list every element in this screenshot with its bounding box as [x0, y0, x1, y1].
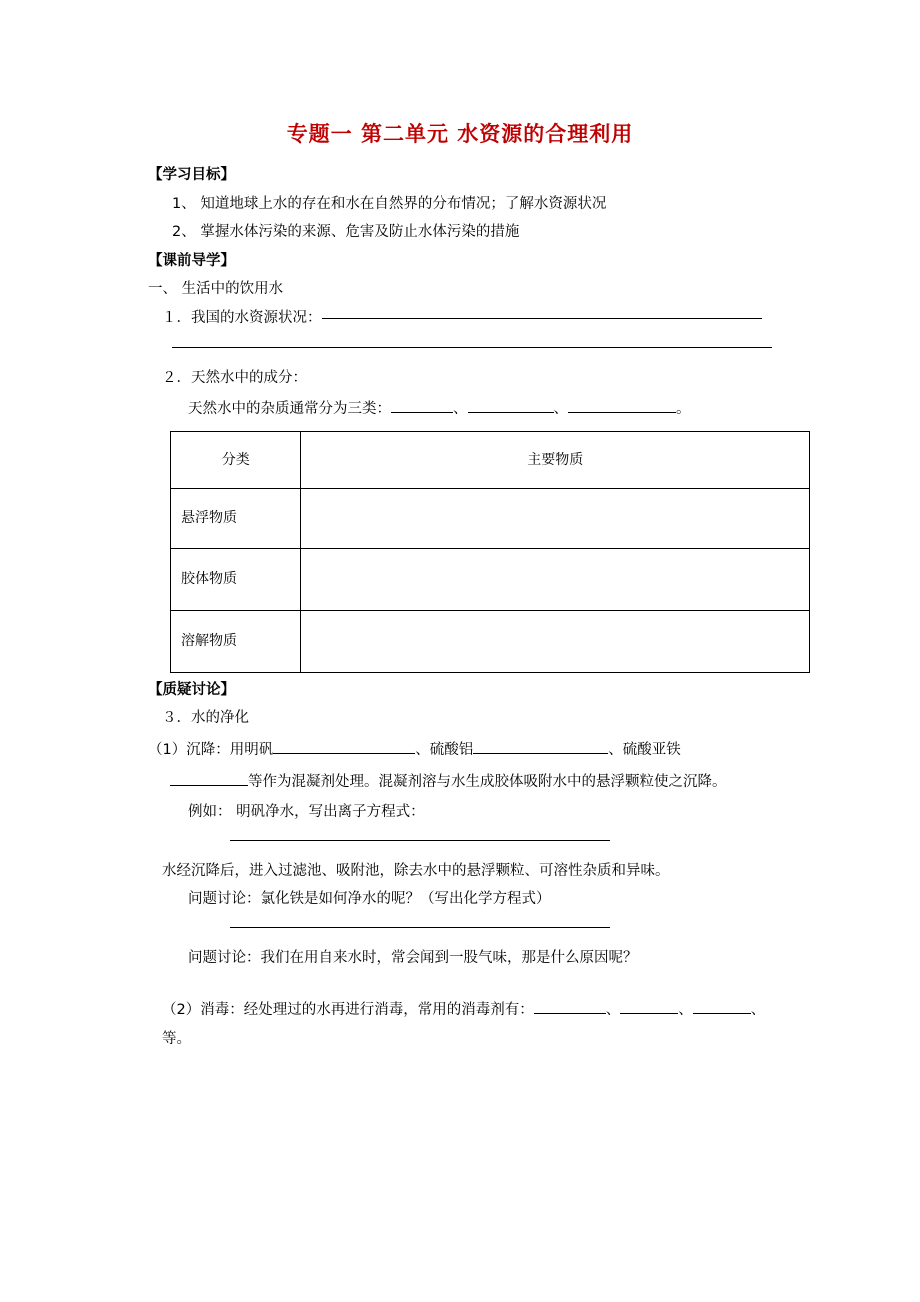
sedimentation-line-2: [148, 772, 788, 790]
document-body: [148, 168, 788, 1061]
write-rule-3: [230, 840, 610, 841]
write-rule-4: [230, 927, 610, 928]
table-row: [171, 548, 810, 610]
write-rule-1: [322, 317, 762, 319]
section-heading-discussion: 【质疑讨论】: [148, 681, 235, 698]
impurity-line: 天然水中的杂质通常分为三类： 、 、 。: [188, 401, 691, 417]
blank-aluminum-sulfate: [473, 740, 608, 754]
objective-item-2: 2、 掌握水体污染的来源、危害及防止水体污染的措施: [172, 224, 520, 240]
question-line-1: 问题讨论：氯化铁是如何净水的呢？（写出化学方程式）: [188, 891, 551, 907]
table-cell-category: 溶解物质: [171, 610, 301, 672]
sedimentation-prefix: （1）沉降：用明矾: [148, 741, 274, 758]
sedimentation-line: [148, 740, 788, 758]
sedimentation-tail: 等作为混凝剂处理。混凝剂溶与水生成胶体吸附水中的悬浮颗粒使之沉降。: [248, 774, 727, 790]
write-rule-row-2: [148, 340, 788, 355]
write-rule-row-3: [148, 833, 788, 848]
purification-item: ３．水的净化: [162, 710, 249, 726]
preview-item-1: 一、 生活中的饮用水: [148, 281, 284, 297]
section-heading-preview: 【课前导学】: [148, 252, 235, 269]
impurity-table: [170, 431, 810, 673]
table-cell-substance[interactable]: [301, 488, 810, 548]
table-cell-category: 胶体物质: [171, 548, 301, 610]
blank-d2: [620, 1000, 678, 1014]
after-sedimentation-text: 水经沉降后，进入过滤池、吸附池，除去水中的悬浮颗粒、可溶性杂质和异味。: [162, 862, 670, 879]
table-row: [171, 488, 810, 548]
blank-ferrous-sulfate: [170, 772, 248, 786]
write-rule-2: [172, 347, 772, 348]
write-rule-row-4: [148, 921, 788, 936]
blank-d1: [534, 1000, 606, 1014]
water-status-label: １．我国的水资源状况：: [162, 309, 322, 326]
table-row: [171, 610, 810, 672]
water-status-row: [148, 311, 788, 326]
blank-1: [391, 399, 453, 413]
disinfection-line: （2）消毒：经处理过的水再进行消毒，常用的消毒剂有： 、 、 、: [162, 1001, 766, 1018]
question-line-2: 问题讨论：我们在用自来水时，常会闻到一股气味，那是什么原因呢？: [188, 950, 638, 966]
composition-label: ２．天然水中的成分：: [162, 369, 307, 386]
page-title: 专题一 第二单元 水资源的合理利用: [286, 122, 634, 146]
table-cell-category: 悬浮物质: [171, 488, 301, 548]
table-header-category: 分类: [171, 431, 301, 488]
table-header-row: [171, 431, 810, 488]
impurity-text: 天然水中的杂质通常分为三类：: [188, 401, 391, 417]
sedimentation-mid-2: 、硫酸亚铁: [608, 741, 681, 758]
objective-item-1: 1、 知道地球上水的存在和水在自然界的分布情况；了解水资源状况: [172, 195, 607, 212]
table-header-substance: 主要物质: [301, 431, 810, 488]
blank-3: [568, 399, 676, 413]
sedimentation-mid-1: 、硫酸铝: [415, 741, 474, 758]
disinfection-last-line: 等。: [162, 1031, 191, 1047]
section-heading-objectives: 【学习目标】: [148, 167, 235, 183]
table-cell-substance[interactable]: [301, 610, 810, 672]
blank-alum: [273, 740, 415, 754]
blank-2: [468, 399, 554, 413]
impurity-tail: 。: [676, 401, 691, 417]
disinfection-prefix: （2）消毒：经处理过的水再进行消毒，常用的消毒剂有：: [162, 1001, 534, 1018]
table-cell-substance[interactable]: [301, 548, 810, 610]
blank-d3: [693, 1000, 751, 1014]
example-line: 例如： 明矾净水，写出离子方程式：: [188, 803, 425, 820]
